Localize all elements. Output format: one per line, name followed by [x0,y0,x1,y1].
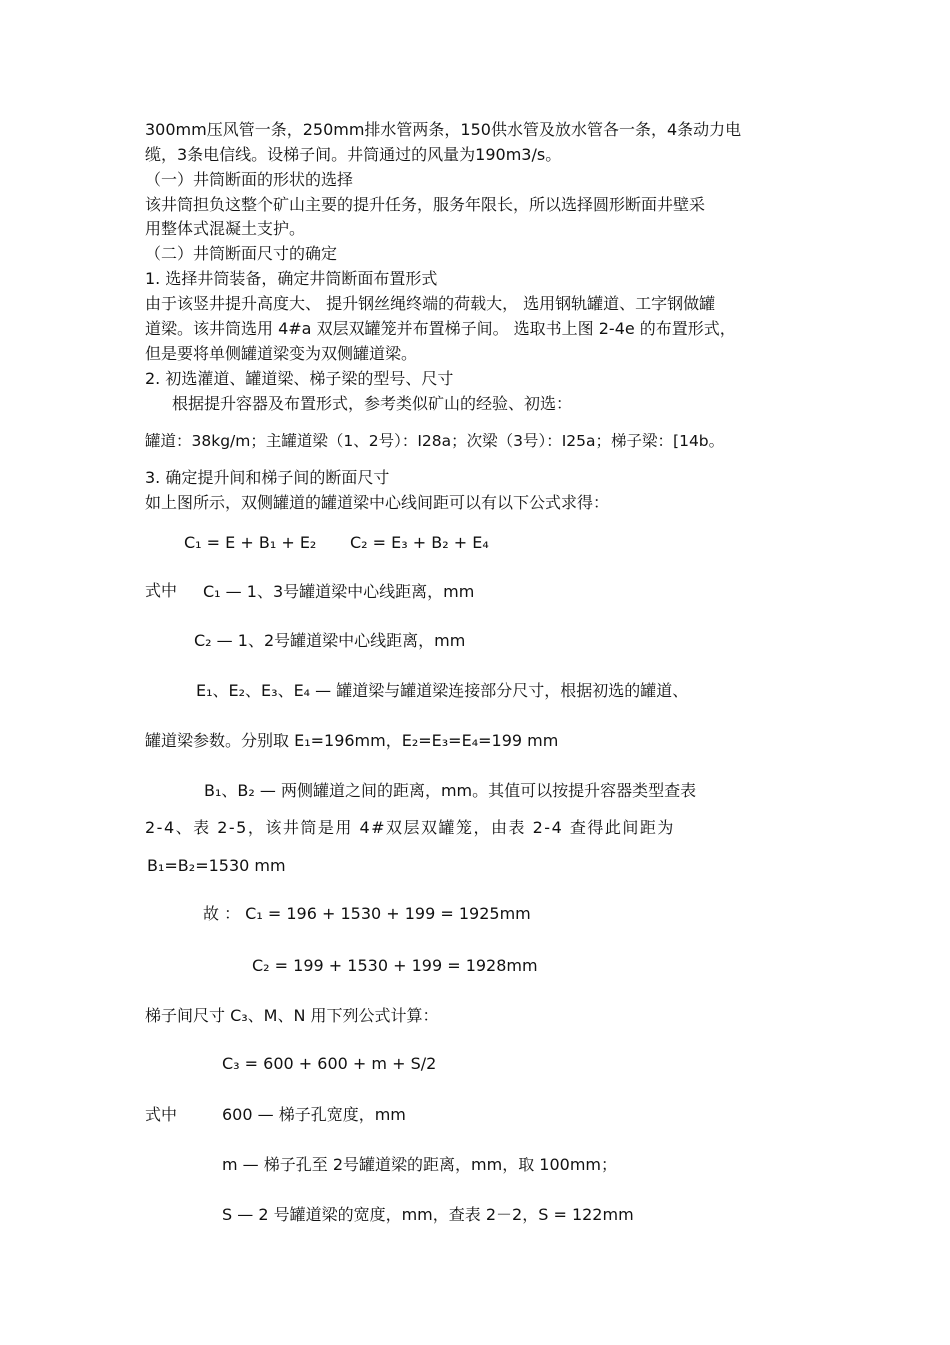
section-heading: （一）井筒断面的形状的选择 [145,170,354,189]
text-line: 罐道：38kg/m；主罐道梁（1、2号）：I28a；次梁（3号）：I25a；梯子梁：[14b。 [145,432,725,450]
subsection-heading: 3. 确定提升间和梯子间的断面尺寸 [145,468,390,487]
subsection-heading: 2. 初选灌道、罐道梁、梯子梁的型号、尺寸 [145,369,454,388]
definition-m: m — 梯子孔至 2号罐道梁的距离，mm，取 100mm； [222,1155,617,1174]
formula-c3: C₃ = 600 + 600 + m + S/2 [222,1054,437,1073]
result-c1: 故 ： C₁ = 196 + 1530 + 199 = 1925mm [203,904,531,923]
section-heading: （二）井筒断面尺寸的确定 [145,244,338,263]
definition-600: 600 — 梯子孔宽度，mm [222,1105,406,1124]
definition-e: E₁、E₂、E₃、E₄ — 罐道梁与罐道梁连接部分尺寸，根据初选的罐道、 [196,681,689,700]
formula-c1: C₁ = E + B₁ + E₂ [184,533,317,552]
text-line: 300mm压风管一条，250mm排水管两条，150供水管及放水管各一条，4条动力电 [145,120,742,139]
text-line: 如上图所示，双侧罐道的罐道梁中心线间距可以有以下公式求得： [145,493,610,512]
definition-e-values: 罐道梁参数。分别取 E₁=196mm，E₂=E₃=E₄=199 mm [145,731,559,750]
definition-b-cont: 2-4、表 2-5，该井筒是用 4#双层双罐笼，由表 2-4 查得此间距为 [145,818,675,837]
text-line: 由于该竖井提升高度大、 提升钢丝绳终端的荷载大， 选用钢轨罐道、工字钢做罐 [145,294,716,313]
definition-b: B₁、B₂ — 两侧罐道之间的距离，mm。其值可以按提升容器类型查表 [204,781,697,800]
text-line: 道梁。该井筒选用 4#a 双层双罐笼并布置梯子间。 选取书上图 2-4e 的布置形式， [145,319,736,338]
text-line: 缆，3条电信线。设梯子间。井筒通过的风量为190m3/s。 [145,145,562,164]
text-line: 用整体式混凝土支护。 [145,219,306,238]
text-line: 该井筒担负这整个矿山主要的提升任务，服务年限长，所以选择圆形断面井壁采 [145,195,706,214]
result-c2: C₂ = 199 + 1530 + 199 = 1928mm [252,956,538,975]
definition-c2: C₂ — 1、2号罐道梁中心线距离，mm [194,631,466,650]
formula-c2: C₂ = E₃ + B₂ + E₄ [350,533,489,552]
subsection-heading: 1. 选择井筒装备，确定井筒断面布置形式 [145,269,438,288]
text-line: 根据提升容器及布置形式，参考类似矿山的经验、初选： [172,394,573,413]
definition-s: S — 2 号罐道梁的宽度，mm，查表 2－2，S = 122mm [222,1205,634,1224]
definition-c1: C₁ — 1、3号罐道梁中心线距离，mm [203,582,475,601]
text-line: 但是要将单侧罐道梁变为双侧罐道梁。 [145,344,418,363]
ladder-intro: 梯子间尺寸 C₃、M、N 用下列公式计算： [145,1006,439,1025]
where-label: 式中 [145,581,178,600]
definition-b-values: B₁=B₂=1530 mm [147,856,286,875]
where-label: 式中 [145,1105,178,1124]
